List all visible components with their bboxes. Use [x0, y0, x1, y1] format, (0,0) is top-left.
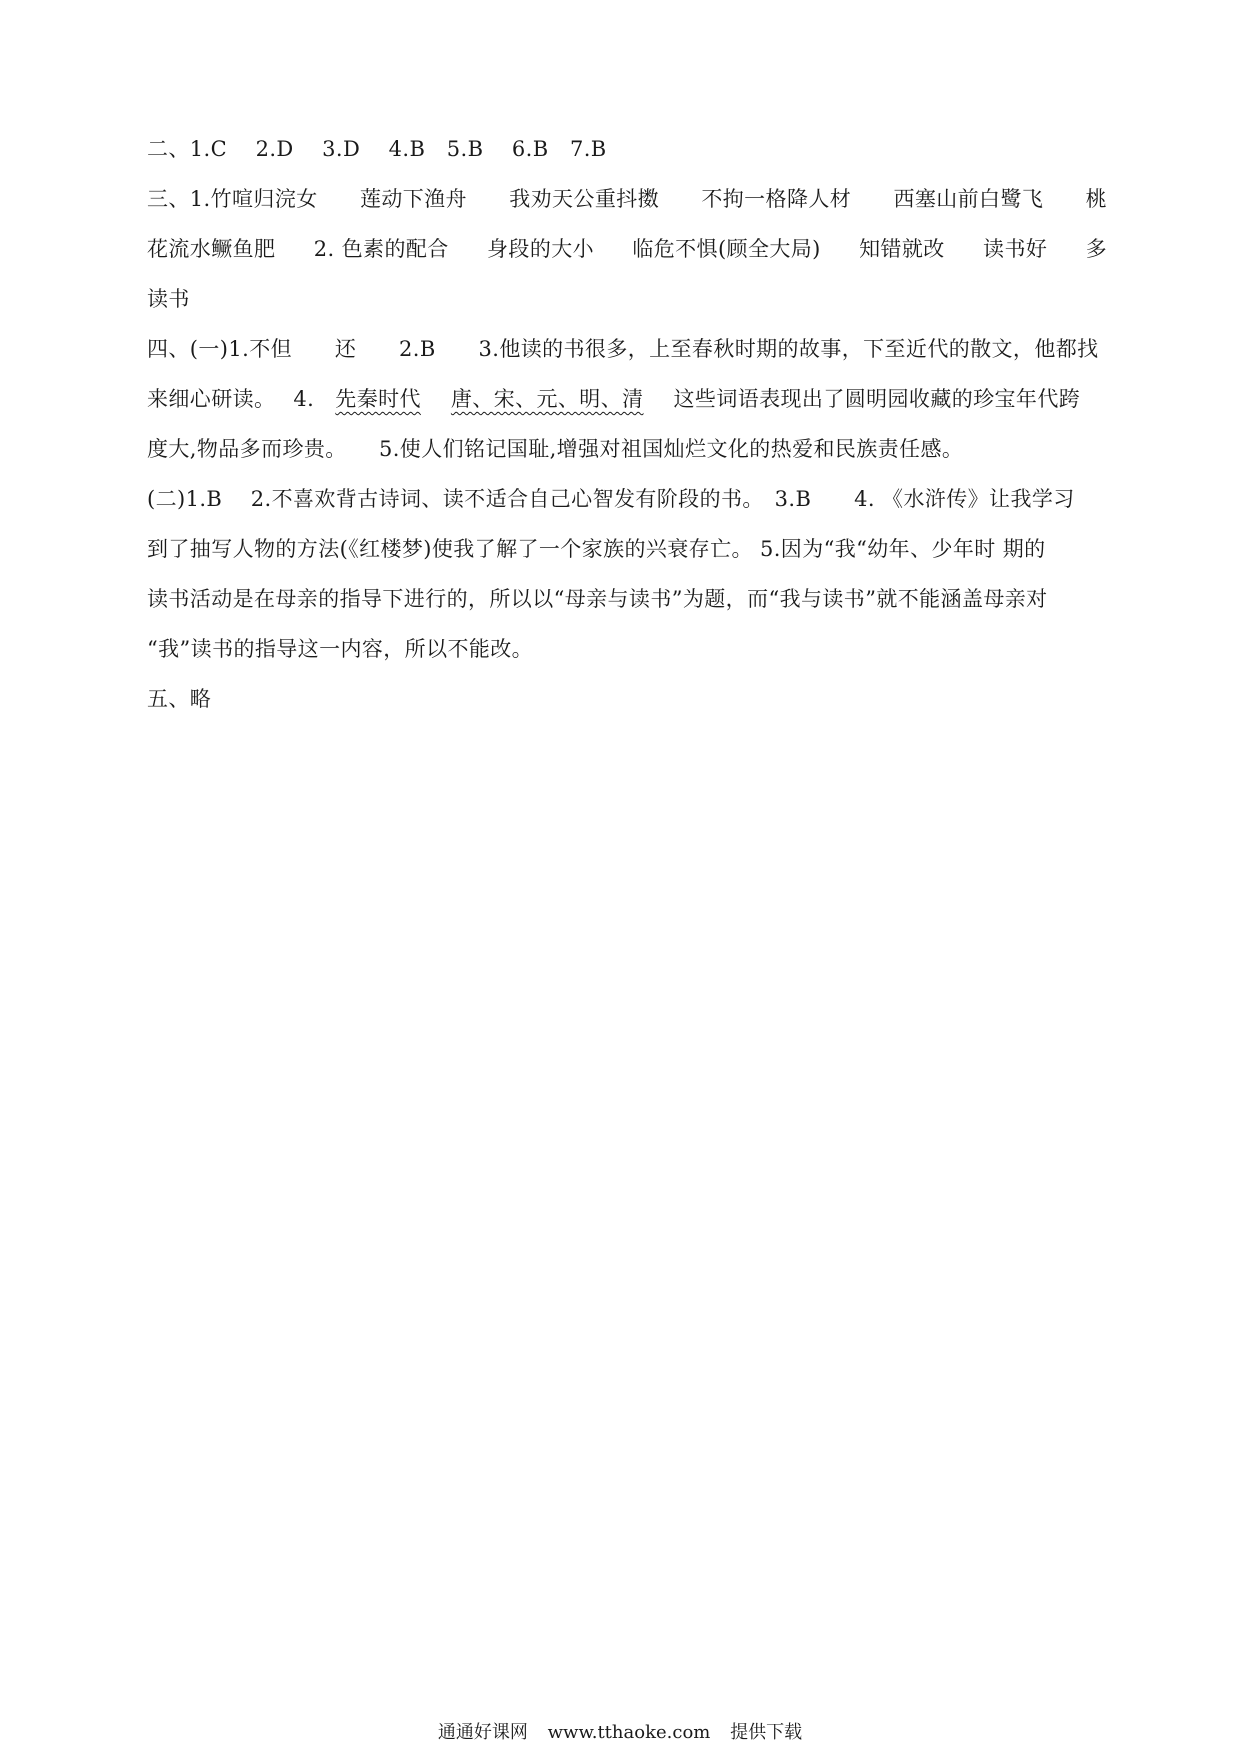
section-3-line-1 [147, 174, 1107, 224]
footer-note: 提供下载 [730, 1722, 803, 1743]
answer-text: 这些词语表现出了圆明园收藏的珍宝年代跨 [673, 387, 1081, 411]
underlined-term: 先秦时代 [335, 387, 421, 411]
section-4-line-3: 度大,物品多而珍贵。 5.使人们铭记国耻,增强对祖国灿烂文化的热爱和民族责任感。 [147, 437, 964, 461]
footer-url: www.tthaoke.com [547, 1722, 711, 1743]
answer-text: 身段的大小 [487, 237, 595, 261]
answer-text: 花流水鳜鱼肥 [147, 237, 276, 261]
answer-text: 莲动下渔舟 [359, 187, 467, 211]
answer-text: 知错就改 [859, 237, 945, 261]
page-footer [0, 1718, 1240, 1744]
footer-site-name: 通通好课网 [437, 1722, 528, 1743]
section-5-answer: 五、略 [147, 687, 212, 711]
section-4-line-2 [147, 374, 1107, 424]
section-3-line-2 [147, 224, 1107, 274]
answer-text: 我劝天公重抖擞 [509, 187, 660, 211]
underlined-term: 唐、宋、元、明、清 [450, 387, 644, 411]
section-4b-line-1: (二)1.B 2.不喜欢背古诗词、读不适合自己心智发有阶段的书。 3.B 4. 《水浒传》让我学习 [147, 487, 1075, 511]
answer-text: 2. 色素的配合 [313, 237, 449, 261]
answer-text: 临危不惧(顾全大局) [632, 237, 821, 261]
answer-text: 来细心研读。 4. [147, 387, 322, 411]
answer-text: 桃 [1085, 187, 1107, 211]
answer-text: 不拘一格降人材 [701, 187, 852, 211]
section-4b-line-3: 读书活动是在母亲的指导下进行的，所以以“母亲与读书”为题，而“我与读书”就不能涵盖母亲对 [147, 587, 1048, 611]
answer-text: 西塞山前白鹭飞 [893, 187, 1044, 211]
section-4b-line-2: 到了抽写人物的方法(《红楼梦)使我了解了一个家族的兴衰存亡。 5.因为“我“幼年、少年时 期的 [147, 537, 1046, 561]
section-4-line-1: 四、(一)1.不但 还 2.B 3.他读的书很多，上至春秋时期的故事，下至近代的散文，他都找 [147, 337, 1099, 361]
answer-text: 三、1.竹喧归浣女 [147, 187, 318, 211]
section-4b-line-4: “我”读书的指导这一内容，所以不能改。 [147, 637, 534, 661]
answer-text: 读书好 [983, 237, 1048, 261]
answer-content [147, 124, 1107, 724]
answer-text: 多 [1085, 237, 1107, 261]
section-2-answers: 二、1.C 2.D 3.D 4.B 5.B 6.B 7.B [147, 137, 607, 161]
section-3-line-3: 读书 [147, 287, 190, 311]
